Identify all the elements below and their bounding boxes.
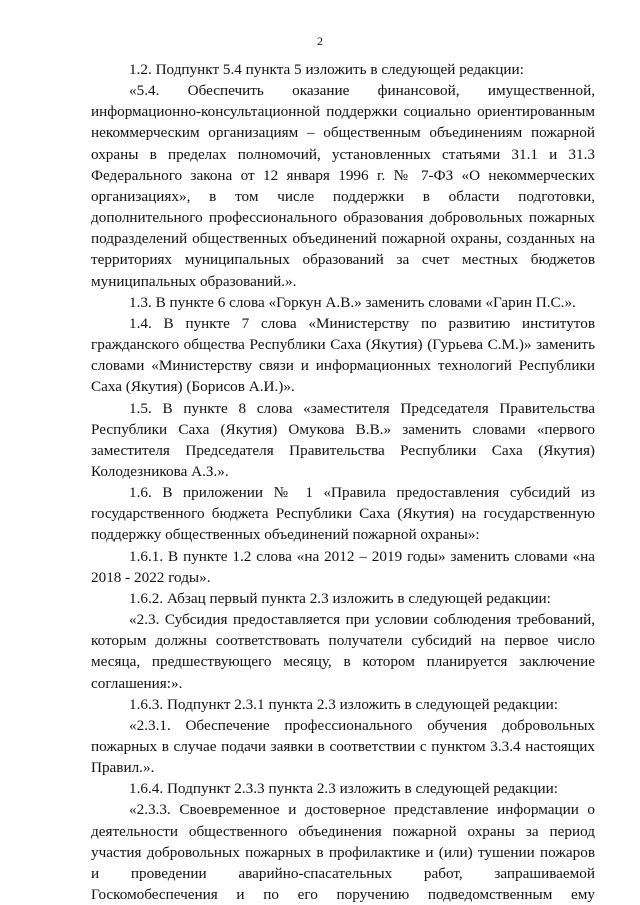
paragraph-1-6-4: 1.6.4. Подпункт 2.3.3 пункта 2.3 изложить в следующей редакции: bbox=[129, 780, 558, 798]
paragraph-1-4: 1.4. В пункте 7 слова «Министерству по развитию институтов гражданского общества Республики Саха (Якутия) (Гурьева С.М.)» заменить словами «Министерству связи и информационных технологий Республики Саха (Якутия) (Борисов А.И.)». bbox=[91, 314, 595, 396]
paragraph-1-6-2: 1.6.2. Абзац первый пункта 2.3 изложить в следующей редакции: bbox=[129, 589, 551, 607]
paragraph-1-6-3: 1.6.3. Подпункт 2.3.1 пункта 2.3 изложить в следующей редакции: bbox=[129, 695, 558, 713]
paragraph-2-3-1-quote: «2.3.1. Обеспечение профессионального обучения добровольных пожарных в случае подачи заявки в соответствии с пунктом 3.3.4 настоящих Правил.». bbox=[91, 716, 595, 777]
document-body bbox=[91, 59, 595, 905]
paragraph-2-3-3-quote: «2.3.3. Своевременное и достоверное представление информации о деятельности общественного объединения пожарной охраны за период участия добровольных пожарных в профилактике и (или) тушении пожаров и проведении аварийно-спасательных работ, запрашиваемой Госкомобеспечения и по его поручению подведомственным ему bbox=[91, 801, 595, 904]
page-number: 2 bbox=[317, 34, 323, 48]
paragraph-2-3-quote: «2.3. Субсидия предоставляется при условии соблюдения требований, которым должны соответствовать получатели субсидий на первое число месяца, предшествующего месяцу, в котором планируется заключение соглашения:». bbox=[91, 611, 595, 692]
paragraph-1-6: 1.6. В приложении № 1 «Правила предоставления субсидий из государственного бюджета Республики Саха (Якутия) на государственную поддержку общественных объединений пожарной охраны»: bbox=[91, 484, 595, 544]
paragraph-1-6-1: 1.6.1. В пункте 1.2 слова «на 2012 – 2019 годы» заменить словами «на 2018 - 2022 годы». bbox=[91, 547, 595, 586]
paragraph-1-5: 1.5. В пункте 8 слова «заместителя Председателя Правительства Республики Саха (Якутия) Омукова В.В.» заменить словами «первого заместителя Председателя Правительства Республики Саха (Якутия) Колодезникова А.З.». bbox=[91, 399, 595, 480]
paragraph-1-3: 1.3. В пункте 6 слова «Горкун А.В.» заменить словами «Гарин П.С.». bbox=[129, 293, 576, 311]
paragraph-5-4-quote: «5.4. Обеспечить оказание финансовой, имущественной, информационно-консультационной поддержки социально ориентированным некоммерческим организациям – общественным объединениям пожарной охраны в пределах полномочий, установленных статьями 31.1 и 31.3 Федерального закона от 12 января 1996 г. № 7-ФЗ «О некоммерческих организациях», в том числе поддержки в области подготовки, дополнительного профессионального образования добровольных пожарных подразделений общественных объединений пожарной охраны, созданных на территориях муниципальных образований за счет местных бюджетов муниципальных образований.». bbox=[91, 82, 595, 290]
paragraph-1-2: 1.2. Подпункт 5.4 пункта 5 изложить в следующей редакции: bbox=[129, 61, 524, 78]
